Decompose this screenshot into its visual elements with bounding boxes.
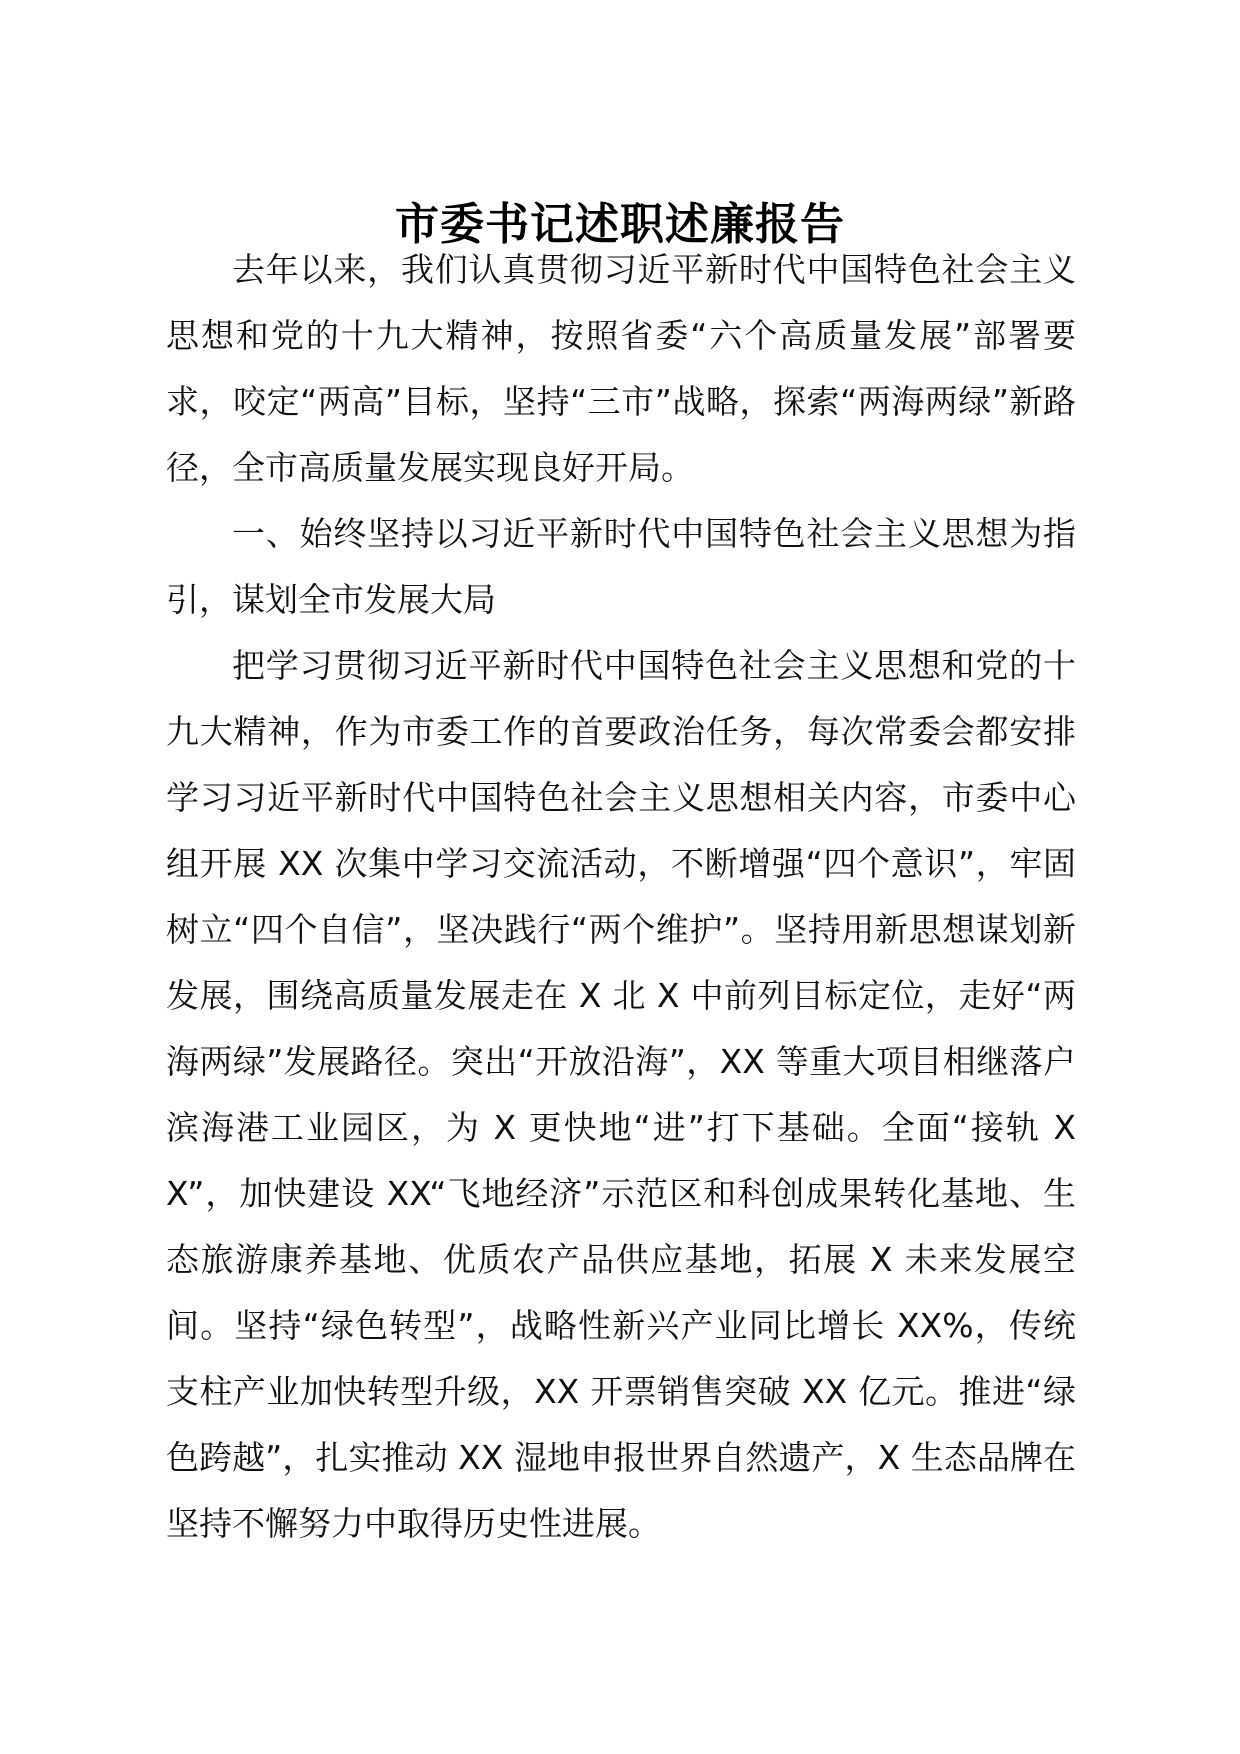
document-body: [166, 237, 1076, 1557]
document-title: 市委书记述职述廉报告: [395, 199, 845, 250]
paragraph-section-1: 把学习贯彻习近平新时代中国特色社会主义思想和党的十九大精神，作为市委工作的首要政治任务，每次常委会都安排学习习近平新时代中国特色社会主义思想相关内容，市委中心组开展 XX 次集中学习交流活动，不断增强“四个意识”，牢固树立“四个自信”，坚决践行“两个维护”。坚持用新思想谋划新发展，围绕高质量发展走在 X 北 X 中前列目标定位，走好“两海两绿”发展路径。突出“开放沿海”，XX 等重大项目相继落户滨海港工业园区，为 X 更快地“进”打下基础。全面“接轨 XX”，加快建设 XX“飞地经济”示范区和科创成果转化基地、生态旅游康养基地、优质农产品供应基地，拓展 X 未来发展空间。坚持“绿色转型”，战略性新兴产业同比增长 XX%，传统支柱产业加快转型升级，XX 开票销售突破 XX 亿元。推进“绿色跨越”，扎实推动 XX 湿地申报世界自然遗产，X 生态品牌在坚持不懈努力中取得历史性进展。: [166, 646, 1076, 1543]
paragraph-intro: 去年以来，我们认真贯彻习近平新时代中国特色社会主义思想和党的十九大精神，按照省委“六个高质量发展”部署要求，咬定“两高”目标，坚持“三市”战略，探索“两海两绿”新路径，全市高质量发展实现良好开局。: [166, 250, 1076, 487]
section-heading-1: 一、始终坚持以习近平新时代中国特色社会主义思想为指引，谋划全市发展大局: [166, 514, 1076, 619]
